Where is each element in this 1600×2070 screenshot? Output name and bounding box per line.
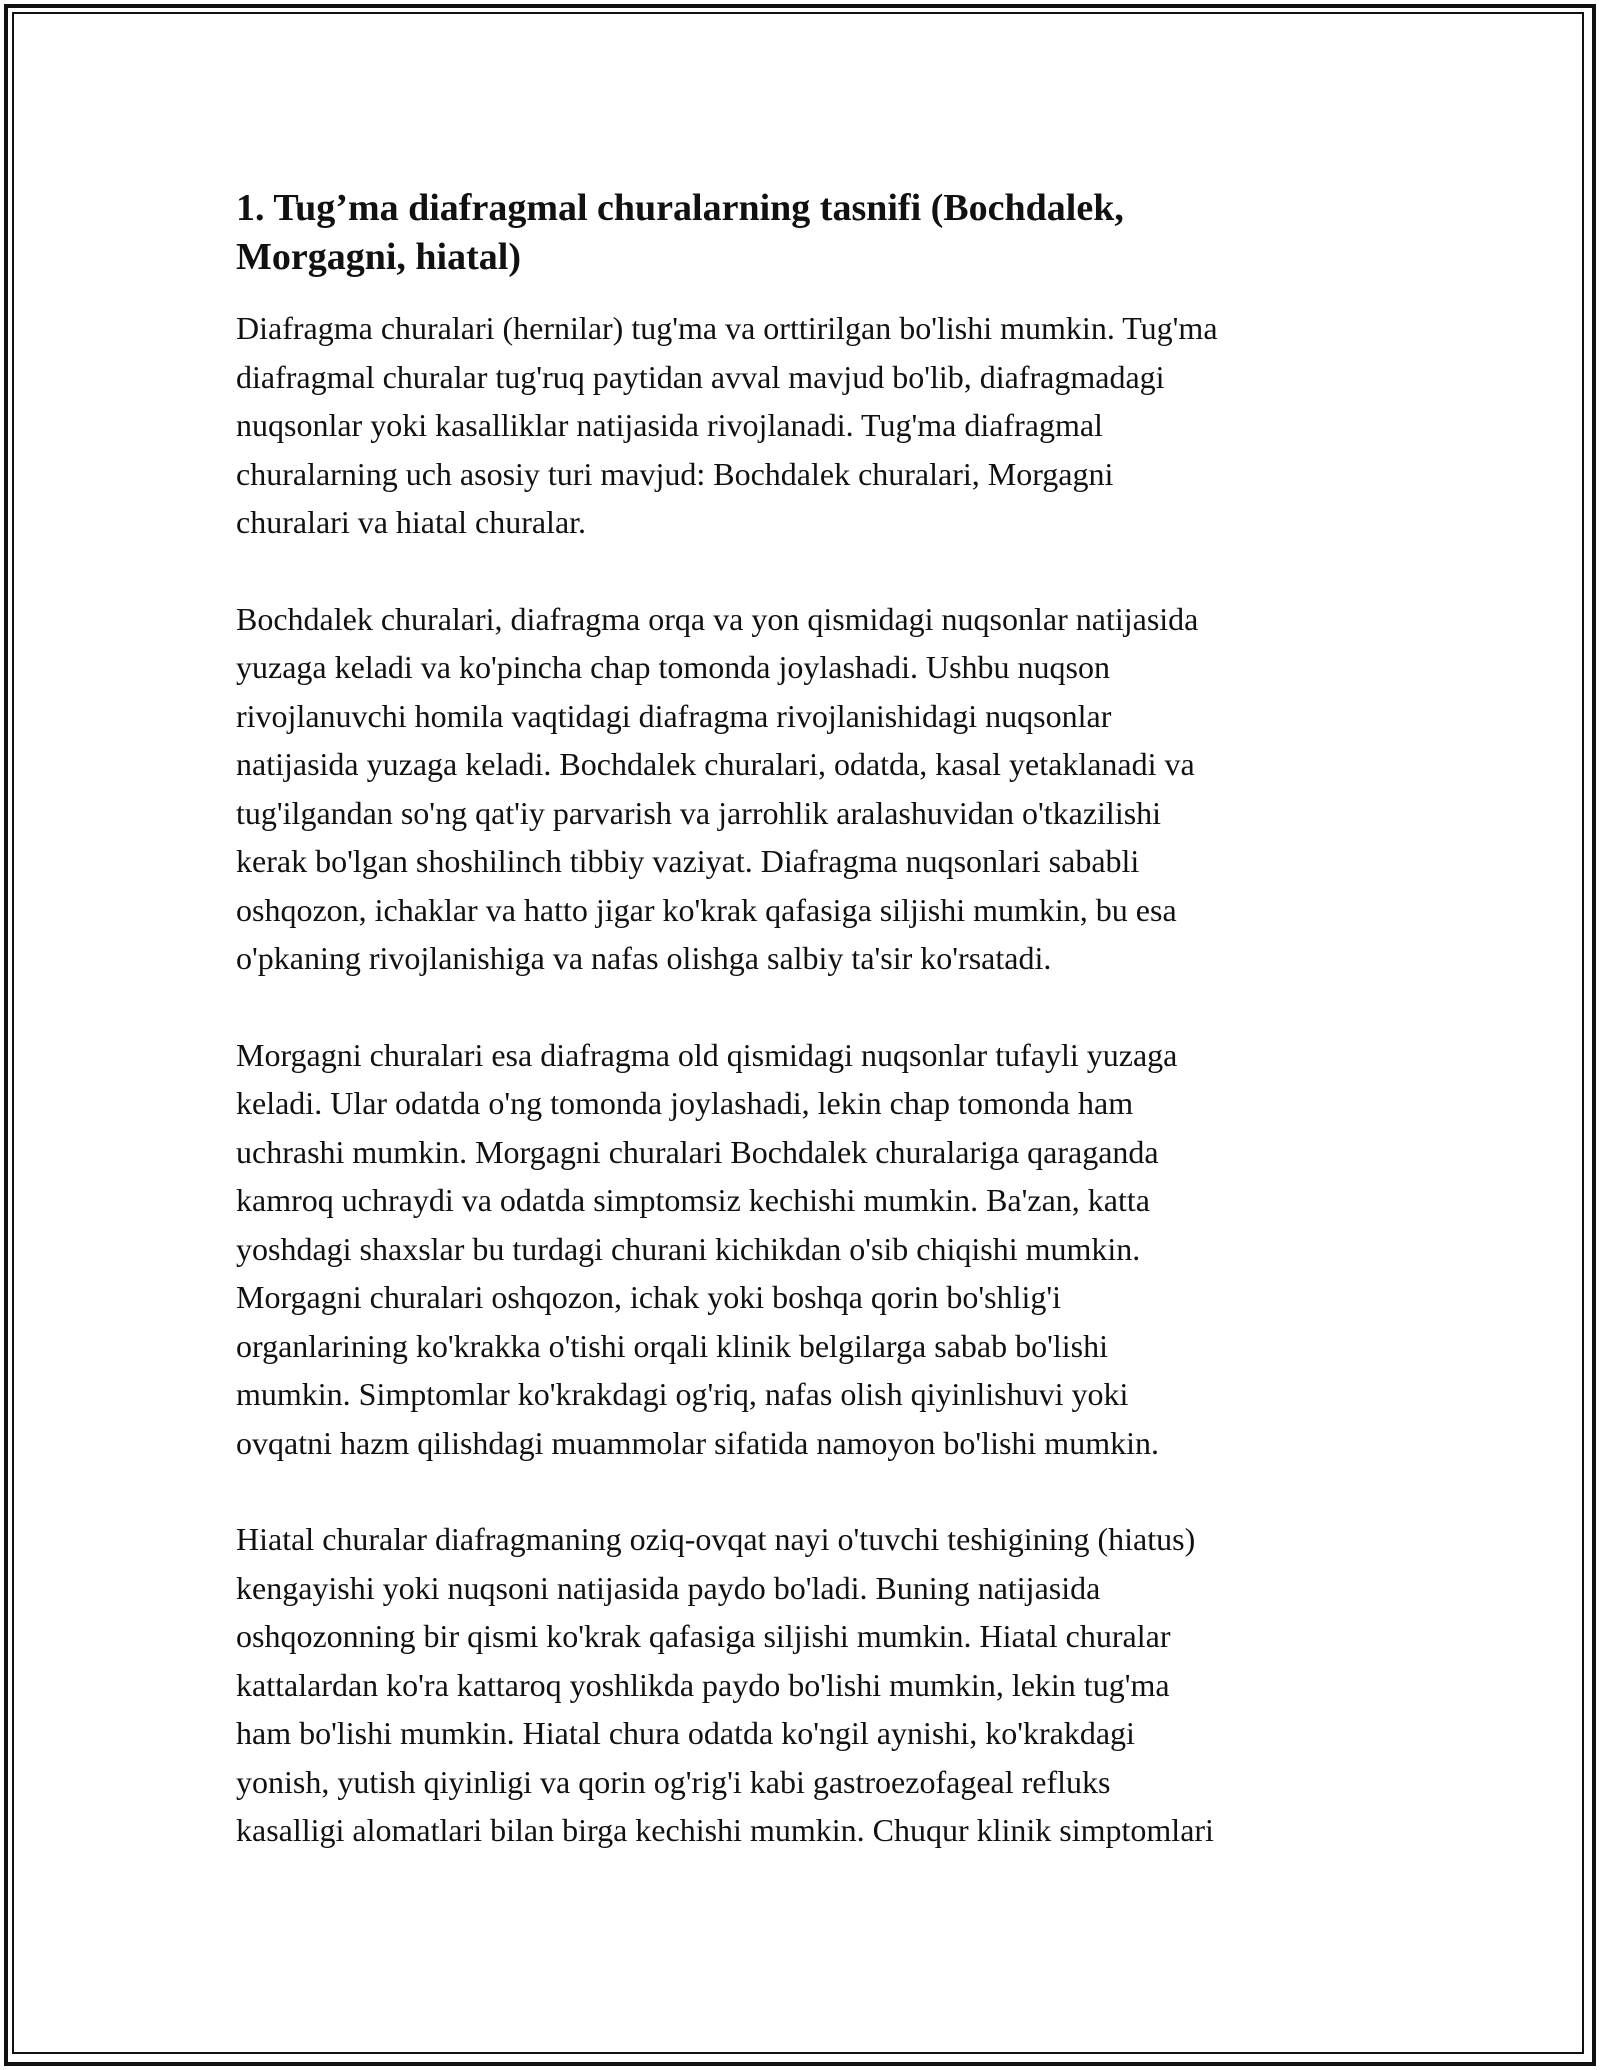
paragraph-hiatal: Hiatal churalar diafragmaning oziq-ovqat nayi o'tuvchi teshigining (hiatus) kengayishi yoki nuqsoni natijasida paydo bo'ladi. Buning natijasida oshqozonning bir qismi ko'krak qafasiga siljishi mumkin. Hiatal churalar kattalardan ko'ra kattaroq yoshlikda paydo bo'lishi mumkin, lekin tug'ma ham bo'lishi mumkin. Hiatal chura odatda ko'ngil aynishi, ko'krakdagi yonish, yutish qiyinligi va qorin og'rig'i kabi gastroezofageal refluks kasalligi alomatlari bilan birga kechishi mumkin. Chuqur klinik simptomlari	[236, 1521, 1214, 1848]
document-body	[236, 184, 1416, 1903]
paragraph-bochdalek: Bochdalek churalari, diafragma orqa va yon qismidagi nuqsonlar natijasida yuzaga keladi va ko'pincha chap tomonda joylashadi. Ushbu nuqson rivojlanuvchi homila vaqtidagi diafragma rivojlanishidagi nuqsonlar natijasida yuzaga keladi. Bochdalek churalari, odatda, kasal yetaklanadi va tug'ilgandan so'ng qat'iy parvarish va jarrohlik aralashuvidan o'tkazilishi kerak bo'lgan shoshilinch tibbiy vaziyat. Diafragma nuqsonlari sababli oshqozon, ichaklar va hatto jigar ko'krak qafasiga siljishi mumkin, bu esa o'pkaning rivojlanishiga va nafas olishga salbiy ta'sir ko'rsatadi.	[236, 600, 1199, 976]
paragraph-intro: Diafragma churalari (hernilar) tug'ma va orttirilgan bo'lishi mumkin. Tug'ma diafragmal churalar tug'ruq paytidan avval mavjud bo'lib, diafragmadagi nuqsonlar yoki kasalliklar natijasida rivojlanadi. Tug'ma diafragmal churalarning uch asosiy turi mavjud: Bochdalek churalari, Morgagni churalari va hiatal churalar.	[236, 310, 1218, 540]
section-heading: 1. Tug’ma diafragmal churalarning tasnifi (Bochdalek, Morgagni, hiatal)	[236, 187, 1124, 278]
paragraph-morgagni: Morgagni churalari esa diafragma old qismidagi nuqsonlar tufayli yuzaga keladi. Ular odatda o'ng tomonda joylashadi, lekin chap tomonda ham uchrashi mumkin. Morgagni churalari Bochdalek churalariga qaraganda kamroq uchraydi va odatda simptomsiz kechishi mumkin. Ba'zan, katta yoshdagi shaxslar bu turdagi churani kichikdan o'sib chiqishi mumkin. Morgagni churalari oshqozon, ichak yoki boshqa qorin bo'shlig'i organlarining ko'krakka o'tishi orqali klinik belgilarga sabab bo'lishi mumkin. Simptomlar ko'krakdagi og'riq, nafas olish qiyinlishuvi yoki ovqatni hazm qilishdagi muammolar sifatida namoyon bo'lishi mumkin.	[236, 1036, 1178, 1461]
